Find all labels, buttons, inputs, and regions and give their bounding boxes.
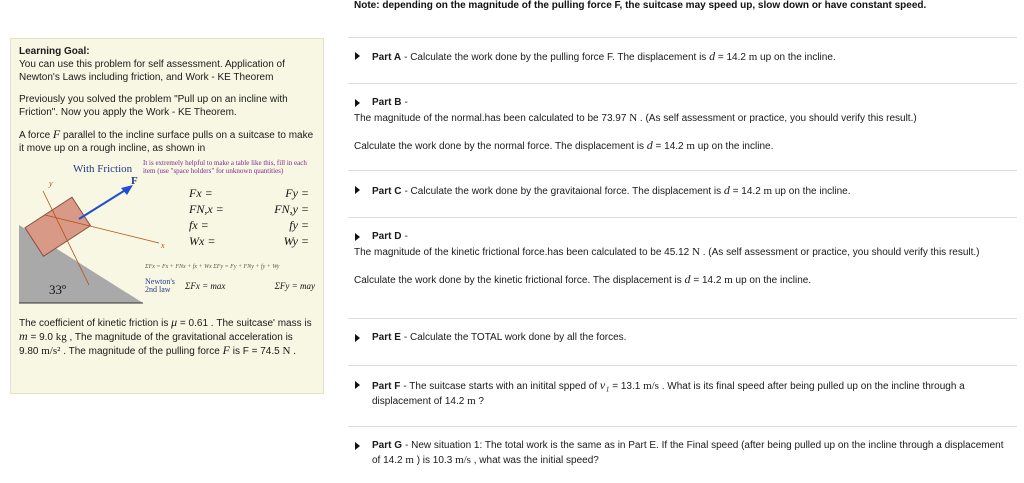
learning-goal-box [10,38,324,394]
divider [348,365,1017,366]
divider [348,37,1017,38]
divider [348,318,1017,319]
expand-arrow-icon[interactable] [355,233,360,241]
learning-goal-title: Learning Goal: [19,46,90,57]
expand-arrow-icon[interactable] [355,334,360,342]
force-arrow [79,189,127,219]
component-row: Wx = Wy = [189,234,309,248]
parts-panel [340,0,1024,483]
newton-label: Newton's 2nd law [145,277,175,294]
given-values: The coefficient of kinetic friction is μ = 0.61 . The suitcase' mass is m = 9.0 kg , The magnitude of the gravitational acceleration is 9.80 m/s² . The magnitude of the pulling force F is F = 74.5 N . [19,315,312,357]
expand-arrow-icon[interactable] [355,99,360,107]
table-note: It is extremely helpful to make a table like this, fill in each item (use "space holders" for unknown quantities) [143,159,307,175]
angle-label: 33º [49,282,67,297]
component-row: FN,x = FN,y = [189,202,309,216]
part-c[interactable]: Part C - Calculate the work done by the gravitaional force. The displacement is d = 14.2 m up on the incline. [354,183,1014,199]
part-d[interactable]: Part D - The magnitude of the kinetic frictional force.has been calculated to be 45.12 N . (As self assessment or practice, you should verify this result.) Calculate the work done by the kinetic frictional force. The displacement is d = 14.2 m up on the incline. [354,231,980,286]
learning-goal-text: You can use this problem for self assessment. Application of Newton's Laws including friction, and Work - KE Theorem [19,59,285,83]
x-axis-label: x [161,241,165,250]
part-a[interactable]: Part A - Calculate the work done by the pulling force F. The displacement is d = 14.2 m up on the incline. [354,49,1014,65]
newton-equations: ΣFx = max ΣFy = may [185,281,315,291]
figure-title: With Friction [73,163,133,175]
speed-note: Note: depending on the magnitude of the pulling force F, the suitcase may speed up, slow down or have constant speed. [354,0,927,11]
part-e[interactable]: Part E - Calculate the TOTAL work done by all the forces. [354,331,1014,345]
left-panel [0,0,330,483]
component-row: Fx = Fy = [189,186,309,200]
divider [348,426,1017,427]
expand-arrow-icon[interactable] [355,186,360,194]
component-row: fx = fy = [189,218,309,232]
force-description: A force F parallel to the incline surface pulls on a suitcase to make it move up on a rough incline, as shown in [19,127,314,154]
expand-arrow-icon[interactable] [355,52,360,60]
expand-arrow-icon[interactable] [355,381,360,389]
part-f[interactable]: Part F - The suitcase starts with an initital spped of v₁ = 13.1 m/s . What is its final speed after being pulled up on the incline through a displacement of 14.2 m ? [354,378,1014,409]
part-b[interactable]: Part B - The magnitude of the normal.has been calculated to be 73.97 N . (As self assessment or practice, you should verify this result.) Calculate the work done by the normal force. The displacement is d = 14.2 m up on the incline. [354,97,917,152]
component-table [189,187,309,251]
divider [348,83,1017,84]
previous-problem-text: Previously you solved the problem "Pull up on an incline with Friction". Now you apply the Work - KE Theorem. [19,94,288,118]
force-label: F [131,175,138,187]
sum-equations: ΣFx = Fx + FNx + fx + Wx ΣFy = Fy + FNy + fy + Wy [145,264,280,270]
part-g[interactable]: Part G - New situation 1: The total work is the same as in Part E. If the Final speed (after being pulled up on the incline through a displacement of 14.2 m ) is 10.3 m/s , what was the initial speed? [354,439,1014,468]
divider [348,170,1017,171]
divider [348,217,1017,218]
incline-figure [19,157,317,307]
expand-arrow-icon[interactable] [355,442,360,450]
y-axis-label: y [49,179,53,188]
